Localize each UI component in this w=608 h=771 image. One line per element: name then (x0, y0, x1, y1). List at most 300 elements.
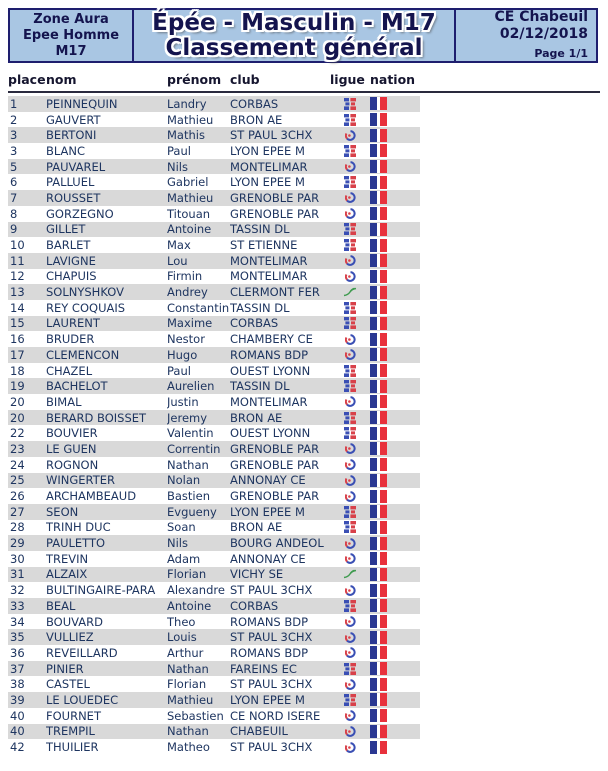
table-row (8, 739, 420, 755)
blue-red-circle-icon (345, 538, 356, 549)
club-cell: LYON EPEE M (230, 692, 305, 707)
club-cell: BRON AE (230, 112, 283, 127)
prenom-cell: Correntin (167, 441, 221, 456)
blue-red-circle-icon (345, 742, 356, 753)
column-header-nom: nom (46, 72, 77, 87)
prenom-cell: Firmin (167, 269, 203, 284)
ligue-cell (330, 349, 370, 360)
prenom-cell: Nathan (167, 661, 209, 676)
france-flag-icon (370, 191, 387, 204)
table-row (8, 143, 420, 159)
ligue-cell (330, 114, 370, 126)
table-row (8, 394, 420, 410)
club-cell: CE NORD ISERE (230, 708, 321, 723)
france-flag-icon (370, 646, 387, 659)
nation-cell (370, 631, 420, 644)
nation-cell (370, 741, 420, 754)
france-flag-icon (370, 521, 387, 534)
france-flag-icon (370, 474, 387, 487)
club-cell: CHABEUIL (230, 724, 288, 739)
place-cell: 20 (10, 410, 25, 425)
nom-cell: FOURNET (46, 708, 101, 723)
table-row (8, 520, 420, 536)
nation-cell (370, 442, 420, 455)
nom-cell: LE LOUEDEC (46, 692, 119, 707)
france-flag-icon (370, 348, 387, 361)
table-row (8, 645, 420, 661)
club-cell: ANNONAY CE (230, 473, 306, 488)
ligue-cell (330, 239, 370, 251)
nom-cell: CLEMENCON (46, 347, 120, 362)
france-flag-icon (370, 207, 387, 220)
france-flag-icon (370, 505, 387, 518)
place-cell: 40 (10, 724, 25, 739)
place-cell: 42 (10, 740, 25, 755)
club-cell: ROMANS BDP (230, 614, 309, 629)
place-cell: 32 (10, 583, 25, 598)
column-header-club: club (230, 72, 260, 87)
club-cell: OUEST LYONN (230, 363, 311, 378)
club-cell: MONTELIMAR (230, 269, 308, 284)
nom-cell: BEAL (46, 598, 76, 613)
france-flag-icon (370, 380, 387, 393)
table-row (8, 582, 420, 598)
france-flag-icon (370, 286, 387, 299)
club-cell: OUEST LYONN (230, 426, 311, 441)
club-cell: LYON EPEE M (230, 504, 305, 519)
france-flag-icon (370, 239, 387, 252)
place-cell: 27 (10, 504, 25, 519)
nation-cell (370, 693, 420, 706)
place-cell: 33 (10, 598, 25, 613)
ligue-cell (330, 271, 370, 282)
header-zone-block (10, 10, 134, 61)
table-row (8, 378, 420, 394)
blue-red-circle-icon (345, 334, 356, 345)
nom-cell: PINIER (46, 661, 84, 676)
club-cell: ANNONAY CE (230, 551, 306, 566)
nation-cell (370, 380, 420, 393)
ligue-cell (330, 98, 370, 110)
prenom-cell: Mathis (167, 128, 205, 143)
blue-red-circle-icon (345, 459, 356, 470)
ligue-cell (330, 506, 370, 518)
nation-cell (370, 207, 420, 220)
club-cell: ROMANS BDP (230, 645, 309, 660)
blue-red-circle-icon (345, 396, 356, 407)
event-date: 02/12/2018 (499, 26, 588, 42)
nom-cell: BOUVARD (46, 614, 104, 629)
club-cell: LYON EPEE M (230, 175, 305, 190)
header-divider-line (8, 91, 600, 93)
club-cell: CHAMBERY CE (230, 332, 313, 347)
place-cell: 36 (10, 645, 25, 660)
nation-cell (370, 537, 420, 550)
table-row (8, 159, 420, 175)
table-row (8, 316, 420, 332)
prenom-cell: Arthur (167, 645, 204, 660)
nation-cell (370, 505, 420, 518)
table-row (8, 190, 420, 206)
blue-red-circle-icon (345, 161, 356, 172)
ligue-cell (330, 521, 370, 533)
france-flag-icon (370, 144, 387, 157)
place-cell: 31 (10, 567, 25, 582)
ligue-cell (330, 396, 370, 407)
table-row (8, 661, 420, 677)
ligue-cell (330, 208, 370, 219)
ligue-cell (330, 130, 370, 141)
prenom-cell: Nils (167, 536, 188, 551)
nom-cell: BLANC (46, 143, 86, 158)
table-row (8, 127, 420, 143)
place-cell: 19 (10, 379, 25, 394)
nom-cell: GILLET (46, 222, 86, 237)
column-header-nation: nation (370, 72, 416, 87)
blue-red-circle-icon (345, 475, 356, 486)
place-cell: 30 (10, 551, 25, 566)
france-flag-icon (370, 631, 387, 644)
prenom-cell: Florian (167, 677, 207, 692)
ligue-cell (330, 694, 370, 706)
nom-cell: LAURENT (46, 316, 100, 331)
table-row (8, 269, 420, 285)
table-row (8, 206, 420, 222)
table-row (8, 425, 420, 441)
ligue-cell (330, 647, 370, 658)
france-flag-icon (370, 615, 387, 628)
aura-flag-icon (344, 145, 356, 157)
aura-flag-icon (344, 114, 356, 126)
table-row (8, 692, 420, 708)
nation-cell (370, 223, 420, 236)
nom-cell: BOUVIER (46, 426, 98, 441)
prenom-cell: Mathieu (167, 112, 214, 127)
place-cell: 35 (10, 630, 25, 645)
zone-line-2: Epee Homme (22, 27, 120, 43)
prenom-cell: Landry (167, 96, 207, 111)
prenom-cell: Louis (167, 630, 197, 645)
place-cell: 5 (10, 159, 18, 174)
ligue-cell (330, 443, 370, 454)
nom-cell: BERARD BOISSET (46, 410, 147, 425)
table-row (8, 284, 420, 300)
nation-cell (370, 270, 420, 283)
prenom-cell: Florian (167, 567, 207, 582)
nation-cell (370, 646, 420, 659)
ligue-cell (330, 287, 370, 297)
nation-cell (370, 725, 420, 738)
table-row (8, 441, 420, 457)
blue-red-circle-icon (345, 130, 356, 141)
nation-cell (370, 615, 420, 628)
page-number: Page 1/1 (534, 47, 588, 60)
nom-cell: BRUDER (46, 332, 95, 347)
prenom-cell: Adam (167, 551, 201, 566)
prenom-cell: Andrey (167, 285, 208, 300)
prenom-cell: Nestor (167, 332, 205, 347)
blue-red-circle-icon (345, 616, 356, 627)
nation-cell (370, 113, 420, 126)
blue-red-circle-icon (345, 726, 356, 737)
prenom-cell: Sebastien (167, 708, 224, 723)
table-row (8, 488, 420, 504)
nation-cell (370, 364, 420, 377)
france-flag-icon (370, 709, 387, 722)
table-row (8, 222, 420, 238)
prenom-cell: Jeremy (167, 410, 208, 425)
nation-cell (370, 662, 420, 675)
france-flag-icon (370, 254, 387, 267)
nation-cell (370, 348, 420, 361)
france-flag-icon (370, 113, 387, 126)
nom-cell: PAUVAREL (46, 159, 106, 174)
table-row (8, 253, 420, 269)
prenom-cell: Paul (167, 143, 191, 158)
france-flag-icon (370, 97, 387, 110)
prenom-cell: Soan (167, 520, 196, 535)
france-flag-icon (370, 411, 387, 424)
club-cell: VICHY SE (230, 567, 284, 582)
ligue-cell (330, 192, 370, 203)
table-row (8, 614, 420, 630)
table-row (8, 96, 420, 112)
ligue-cell (330, 585, 370, 596)
table-row (8, 629, 420, 645)
prenom-cell: Titouan (167, 206, 211, 221)
prenom-cell: Gabriel (167, 175, 209, 190)
ligue-cell (330, 317, 370, 329)
column-header-prenom: prénom (167, 72, 222, 87)
club-cell: GRENOBLE PAR (230, 190, 320, 205)
prenom-cell: Bastien (167, 489, 210, 504)
table-row (8, 112, 420, 128)
ligue-cell (330, 616, 370, 627)
aura-flag-icon (344, 239, 356, 251)
prenom-cell: Mathieu (167, 692, 214, 707)
club-cell: MONTELIMAR (230, 159, 308, 174)
aura-flag-icon (344, 521, 356, 533)
ligue-cell (330, 742, 370, 753)
prenom-cell: Aurelien (167, 379, 215, 394)
place-cell: 16 (10, 332, 25, 347)
club-cell: ROMANS BDP (230, 347, 309, 362)
nation-cell (370, 176, 420, 189)
club-cell: GRENOBLE PAR (230, 457, 320, 472)
green-swirl-icon (343, 287, 357, 297)
prenom-cell: Paul (167, 363, 191, 378)
page-title: Épée - Masculin - M17 (152, 9, 436, 36)
aura-flag-icon (344, 506, 356, 518)
table-row (8, 708, 420, 724)
club-cell: BOURG ANDEOL (230, 536, 324, 551)
france-flag-icon (370, 301, 387, 314)
blue-red-circle-icon (345, 255, 356, 266)
table-row (8, 410, 420, 426)
blue-red-circle-icon (345, 647, 356, 658)
france-flag-icon (370, 741, 387, 754)
france-flag-icon (370, 317, 387, 330)
place-cell: 13 (10, 285, 25, 300)
table-row (8, 724, 420, 740)
prenom-cell: Nathan (167, 457, 209, 472)
club-cell: ST PAUL 3CHX (230, 677, 313, 692)
nom-cell: ROUSSET (46, 190, 101, 205)
place-cell: 40 (10, 708, 25, 723)
place-cell: 37 (10, 661, 25, 676)
place-cell: 39 (10, 692, 25, 707)
france-flag-icon (370, 364, 387, 377)
aura-flag-icon (344, 412, 356, 424)
france-flag-icon (370, 160, 387, 173)
blue-red-circle-icon (345, 208, 356, 219)
place-cell: 6 (10, 175, 18, 190)
ligue-cell (330, 302, 370, 314)
nation-cell (370, 395, 420, 408)
green-swirl-icon (343, 569, 357, 579)
ligue-cell (330, 459, 370, 470)
ligue-cell (330, 553, 370, 564)
ranking-table (8, 96, 420, 755)
aura-flag-icon (344, 694, 356, 706)
aura-flag-icon (344, 365, 356, 377)
nation-cell (370, 568, 420, 581)
table-row (8, 174, 420, 190)
club-cell: BRON AE (230, 520, 283, 535)
nom-cell: PEINNEQUIN (46, 96, 118, 111)
nation-cell (370, 709, 420, 722)
ligue-cell (330, 491, 370, 502)
header-event-block (454, 10, 596, 61)
prenom-cell: Max (167, 238, 191, 253)
aura-flag-icon (344, 98, 356, 110)
nation-cell (370, 584, 420, 597)
place-cell: 38 (10, 677, 25, 692)
event-name: CE Chabeuil (494, 9, 588, 25)
ligue-cell (330, 161, 370, 172)
ligue-cell (330, 538, 370, 549)
aura-flag-icon (344, 380, 356, 392)
club-cell: MONTELIMAR (230, 253, 308, 268)
blue-red-circle-icon (345, 679, 356, 690)
ligue-cell (330, 600, 370, 612)
prenom-cell: Maxime (167, 316, 213, 331)
nom-cell: ALZAIX (46, 567, 88, 582)
france-flag-icon (370, 223, 387, 236)
nom-cell: WINGERTER (46, 473, 115, 488)
club-cell: TASSIN DL (230, 300, 290, 315)
place-cell: 25 (10, 473, 25, 488)
nation-cell (370, 474, 420, 487)
nom-cell: CASTEL (46, 677, 90, 692)
prenom-cell: Constantin (167, 300, 230, 315)
nom-cell: PALLUEL (46, 175, 95, 190)
nom-cell: CHAZEL (46, 363, 93, 378)
nom-cell: ARCHAMBEAUD (46, 489, 137, 504)
nom-cell: THUILIER (46, 740, 99, 755)
aura-flag-icon (344, 427, 356, 439)
table-row (8, 535, 420, 551)
france-flag-icon (370, 678, 387, 691)
france-flag-icon (370, 176, 387, 189)
place-cell: 20 (10, 394, 25, 409)
table-row (8, 551, 420, 567)
prenom-cell: Nathan (167, 724, 209, 739)
aura-flag-icon (344, 302, 356, 314)
nation-cell (370, 239, 420, 252)
place-cell: 26 (10, 489, 25, 504)
place-cell: 28 (10, 520, 25, 535)
place-cell: 1 (10, 96, 18, 111)
blue-red-circle-icon (345, 632, 356, 643)
france-flag-icon (370, 599, 387, 612)
place-cell: 22 (10, 426, 25, 441)
club-cell: ST PAUL 3CHX (230, 583, 313, 598)
club-cell: CLERMONT FER (230, 285, 320, 300)
club-cell: BRON AE (230, 410, 283, 425)
place-cell: 3 (10, 143, 18, 158)
ligue-cell (330, 710, 370, 721)
nation-cell (370, 599, 420, 612)
prenom-cell: Antoine (167, 598, 212, 613)
place-cell: 2 (10, 112, 18, 127)
nom-cell: LE GUEN (46, 441, 97, 456)
club-cell: CORBAS (230, 96, 279, 111)
blue-red-circle-icon (345, 553, 356, 564)
ligue-cell (330, 255, 370, 266)
nom-cell: BACHELOT (46, 379, 108, 394)
prenom-cell: Justin (167, 394, 199, 409)
aura-flag-icon (344, 600, 356, 612)
table-row (8, 457, 420, 473)
table-row (8, 347, 420, 363)
prenom-cell: Alexandre (167, 583, 225, 598)
ligue-cell (330, 427, 370, 439)
nom-cell: TRINH DUC (46, 520, 111, 535)
nom-cell: REVEILLARD (46, 645, 118, 660)
nom-cell: GORZEGNO (46, 206, 114, 221)
nation-cell (370, 129, 420, 142)
club-cell: ST PAUL 3CHX (230, 128, 313, 143)
zone-line-3: M17 (55, 43, 87, 59)
nation-cell (370, 97, 420, 110)
club-cell: LYON EPEE M (230, 143, 305, 158)
place-cell: 29 (10, 536, 25, 551)
nom-cell: SEON (46, 504, 79, 519)
place-cell: 15 (10, 316, 25, 331)
ligue-cell (330, 632, 370, 643)
aura-flag-icon (344, 223, 356, 235)
place-cell: 23 (10, 441, 25, 456)
prenom-cell: Nolan (167, 473, 201, 488)
place-cell: 3 (10, 128, 18, 143)
nom-cell: REY COQUAIS (46, 300, 126, 315)
nom-cell: BERTONI (46, 128, 97, 143)
france-flag-icon (370, 662, 387, 675)
nom-cell: BIMAL (46, 394, 82, 409)
club-cell: ST ETIENNE (230, 238, 298, 253)
blue-red-circle-icon (345, 710, 356, 721)
france-flag-icon (370, 537, 387, 550)
ligue-cell (330, 365, 370, 377)
prenom-cell: Evgueny (167, 504, 217, 519)
header-banner (8, 8, 598, 63)
club-cell: CORBAS (230, 316, 279, 331)
france-flag-icon (370, 333, 387, 346)
nom-cell: PAULETTO (46, 536, 106, 551)
nom-cell: TREVIN (46, 551, 89, 566)
nation-cell (370, 160, 420, 173)
